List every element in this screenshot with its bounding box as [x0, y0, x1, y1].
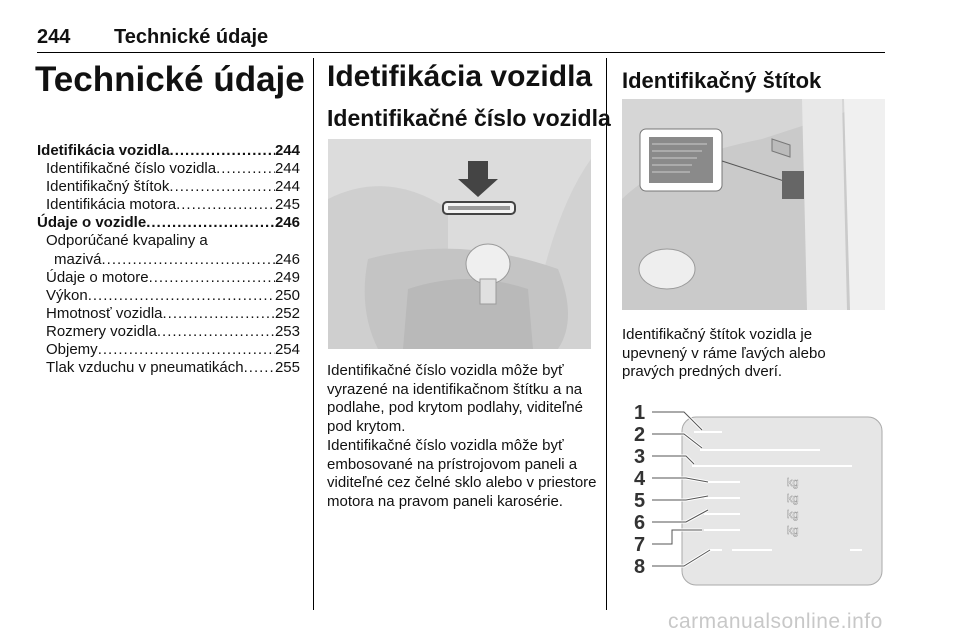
toc-entry-page: 249 [274, 268, 300, 286]
toc-leader-dots [244, 359, 275, 377]
toc-entry-label: Identifikačný štítok [46, 178, 170, 196]
toc-entry-page: 246 [274, 214, 300, 232]
toc-leader-dots [163, 305, 275, 323]
toc-entry-label: Výkon [46, 286, 88, 304]
toc-entry-label: Odporúčané kvapaliny a [46, 232, 208, 250]
toc-entry-label: Idetifikácia vozidla [37, 142, 170, 159]
vin-location-illustration [328, 139, 591, 349]
unit-kg-4: kg [787, 525, 799, 537]
toc-entry-page: 246 [274, 250, 300, 268]
toc-entry[interactable] [37, 160, 300, 178]
toc-entry-page: 244 [274, 160, 300, 178]
callout-5: 5 [634, 490, 646, 512]
toc-entry[interactable] [37, 196, 300, 214]
toc-entry[interactable] [37, 142, 300, 160]
section-title: Idetifikácia vozidla [327, 60, 593, 93]
toc-entry-label: Rozmery vozidla [46, 322, 157, 340]
running-header-title: Technické údaje [114, 26, 269, 48]
toc-entry-page: 250 [274, 286, 300, 304]
toc-entry-label: Objemy [46, 341, 98, 359]
door-frame-photo [622, 99, 885, 310]
toc-leader-dots [169, 178, 275, 196]
toc-entry-page: 244 [274, 142, 300, 159]
toc-entry-page: 252 [274, 304, 300, 322]
table-of-contents [37, 142, 300, 377]
column-divider-1 [313, 58, 314, 610]
toc-entry-label: Identifikácia motora [46, 196, 177, 214]
callout-6: 6 [634, 512, 646, 534]
toc-leader-dots [216, 160, 275, 178]
toc-entry[interactable] [37, 305, 300, 323]
plate-diagram [622, 390, 885, 598]
plate-section-title: Identifikačný štítok [622, 68, 822, 93]
toc-leader-dots [102, 251, 275, 269]
toc-entry-label: Hmotnosť vozidla [46, 304, 163, 322]
toc-entry[interactable] [37, 287, 300, 305]
toc-entry-page: 253 [274, 322, 300, 340]
callout-2: 2 [634, 424, 646, 446]
toc-entry[interactable] [37, 323, 300, 341]
toc-entry-label: Údaje o vozidle [37, 214, 147, 232]
toc-entry-page: 245 [274, 196, 300, 214]
toc-entry[interactable] [37, 232, 300, 250]
watermark[interactable]: carmanualsonline.info [668, 610, 883, 633]
unit-kg-1: kg [787, 477, 799, 489]
toc-entry[interactable] [37, 341, 300, 359]
identification-plate-figure [622, 390, 885, 598]
toc-entry-page: 244 [274, 178, 300, 196]
toc-leader-dots [157, 323, 275, 341]
toc-entry[interactable] [37, 359, 300, 377]
page-number: 244 [37, 26, 71, 48]
toc-entry[interactable] [37, 178, 300, 196]
subsection-title: Identifikačné číslo vozidla [327, 105, 611, 131]
plate-paragraph: Identifikačný štítok vozidla je upevnený v ráme ľavých alebo pravých predných dverí. [622, 326, 826, 381]
toc-entry-label: Tlak vzduchu v pneumatikách [46, 359, 244, 377]
gear-lever-photo [328, 139, 591, 349]
toc-entry[interactable] [37, 214, 300, 232]
toc-leader-dots [176, 196, 275, 214]
vin-paragraph-1: Identifikačné číslo vozidla môže byť vyrazené na identifikačnom štítku a na podlahe, pod krytom podlahy, viditeľné pod krytom. [327, 362, 583, 435]
toc-entry-label: Identifikačné číslo vozidla [46, 160, 217, 178]
toc-leader-dots [170, 142, 275, 160]
toc-leader-dots [146, 214, 275, 232]
chapter-title: Technické údaje [35, 60, 305, 99]
plate-location-illustration [622, 99, 885, 310]
callout-7: 7 [634, 534, 646, 556]
callout-1: 1 [634, 402, 646, 424]
toc-leader-dots [98, 341, 275, 359]
toc-leader-dots [149, 269, 275, 287]
toc-entry-label: mazivá [54, 250, 102, 268]
vin-paragraph-2: Identifikačné číslo vozidla môže byť embosované na prístrojovom paneli a viditeľné cez čelné sklo alebo v priestore motora na pravom paneli karosérie. [327, 437, 597, 510]
unit-kg-2: kg [787, 493, 799, 505]
toc-entry[interactable] [37, 269, 300, 287]
callout-3: 3 [634, 446, 646, 468]
toc-leader-dots [88, 287, 275, 305]
column-divider-2 [606, 58, 607, 610]
callout-8: 8 [634, 556, 646, 578]
toc-entry-page: 254 [274, 341, 300, 359]
callout-4: 4 [634, 468, 646, 490]
header-rule [37, 52, 885, 53]
toc-entry-page: 255 [274, 359, 300, 377]
unit-kg-3: kg [787, 509, 799, 521]
toc-entry-label: Údaje o motore [46, 268, 149, 286]
toc-entry[interactable] [37, 251, 300, 269]
